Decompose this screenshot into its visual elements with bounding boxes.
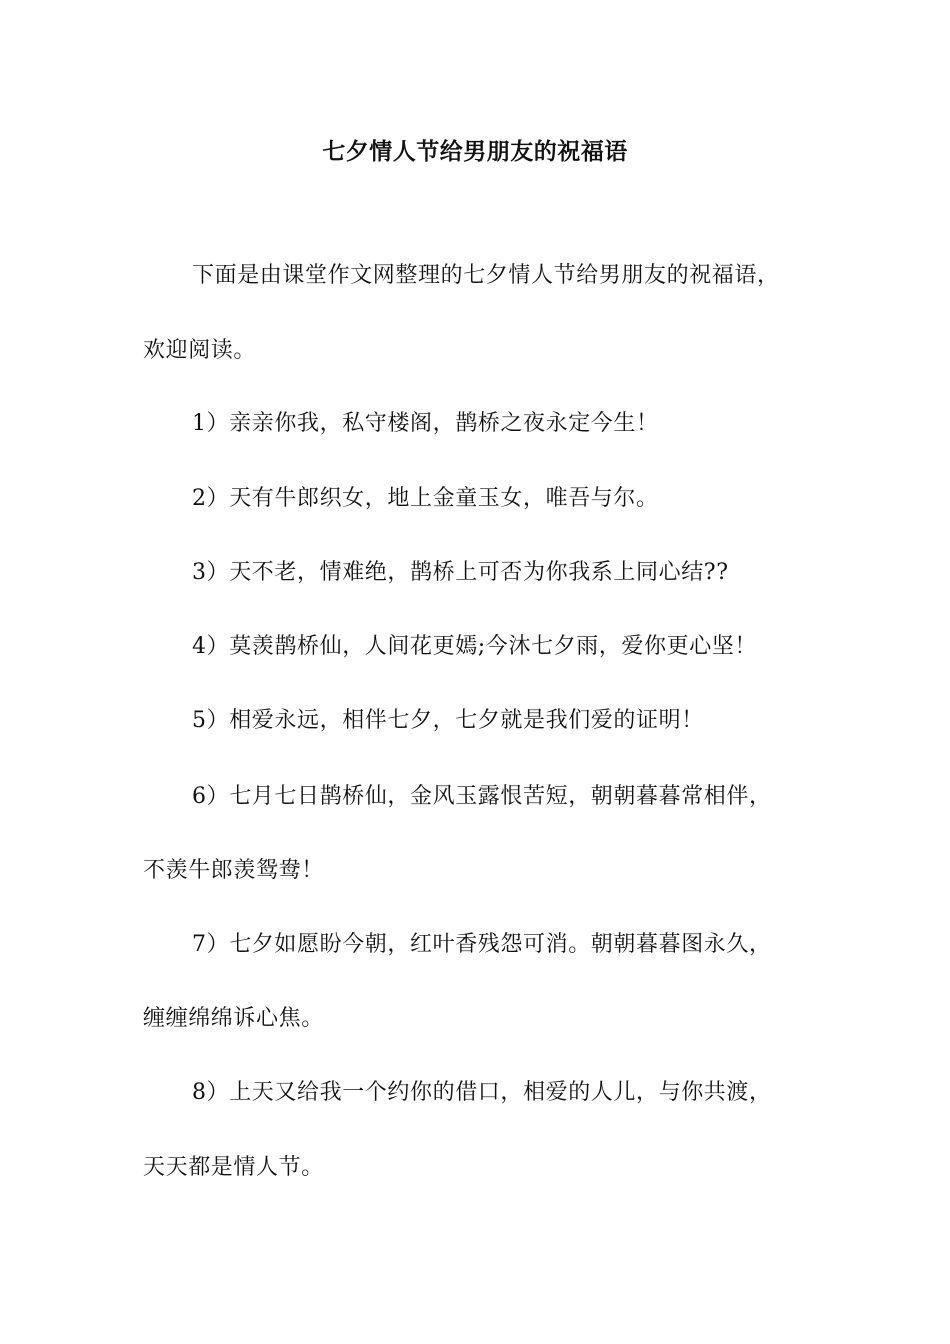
wish-item-1: 1）亲亲你我，私守楼阁，鹊桥之夜永定今生！	[192, 411, 659, 436]
paragraph-intro-line-1: 下面是由课堂作文网整理的七夕情人节给男朋友的祝福语，	[192, 263, 780, 288]
wish-item-7-line-1: 7）七夕如愿盼今朝，红叶香残怨可消。朝朝暮暮图永久，	[192, 932, 772, 957]
wish-item-6-line-2: 不羡牛郎羡鸳鸯！	[143, 858, 324, 883]
wish-item-6-line-1: 6）七月七日鹊桥仙，金风玉露恨苦短，朝朝暮暮常相伴，	[192, 784, 772, 809]
wish-item-8-line-2: 天天都是情人节。	[143, 1155, 324, 1180]
wish-item-7-line-2: 缠缠绵绵诉心焦。	[143, 1006, 324, 1031]
wish-item-2: 2）天有牛郎织女，地上金童玉女，唯吾与尔。	[192, 486, 659, 511]
wish-item-4: 4）莫羡鹊桥仙，人间花更嫣;今沐七夕雨，爱你更心坚！	[192, 634, 758, 659]
paragraph-intro-line-2: 欢迎阅读。	[143, 338, 257, 363]
wish-item-8-line-1: 8）上天又给我一个约你的借口，相爱的人儿，与你共渡，	[192, 1080, 772, 1105]
wish-item-3: 3）天不老，情难绝，鹊桥上可否为你我系上同心结??	[192, 560, 729, 585]
wish-item-5: 5）相爱永远，相伴七夕，七夕就是我们爱的证明！	[192, 708, 704, 733]
document-title: 七夕情人节给男朋友的祝福语	[322, 139, 628, 165]
